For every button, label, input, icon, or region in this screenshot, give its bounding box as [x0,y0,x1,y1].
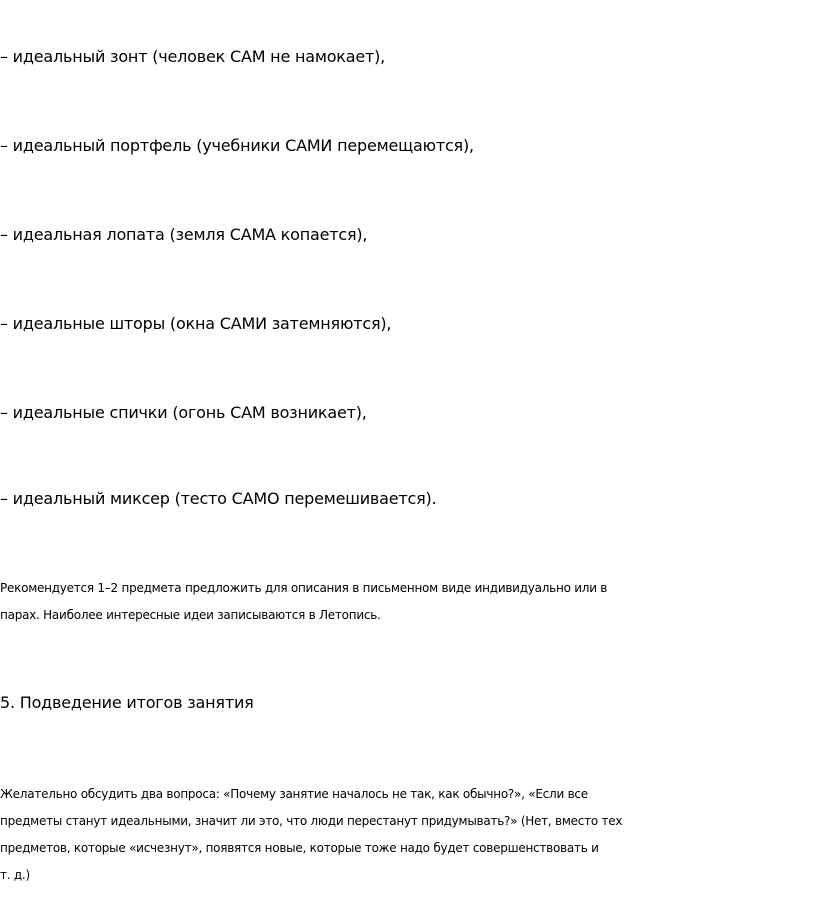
closing-paragraph [0,781,816,889]
list-item: – идеальные спички (огонь САМ возникает), [0,403,367,422]
paragraph-line: Желательно обсудить два вопроса: «Почему занятие началось не так, как обычно?», «Если все [0,787,588,801]
paragraph-line: парах. Наиболее интересные идеи записываются в Летопись. [0,608,381,622]
recommendation-paragraph [0,575,816,629]
paragraph-line: Рекомендуется 1–2 предмета предложить для описания в письменном виде индивидуально или в [0,581,608,595]
paragraph-line: т. д.) [0,868,30,882]
paragraph-line: предметов, которые «исчезнут», появятся новые, которые тоже надо будет совершенствовать и [0,841,599,855]
list-item: – идеальные шторы (окна САМИ затемняются), [0,314,392,333]
list-item: – идеальная лопата (земля САМА копается), [0,225,368,244]
list-item: – идеальный миксер (тесто САМО перемешивается). [0,489,437,508]
section-heading: 5. Подведение итогов занятия [0,693,254,712]
paragraph-line: предметы станут идеальными, значит ли это, что люди перестанут придумывать?» (Нет, вместо тех [0,814,623,828]
list-item: – идеальный портфель (учебники САМИ перемещаются), [0,136,474,155]
list-item: – идеальный зонт (человек САМ не намокает), [0,47,386,66]
